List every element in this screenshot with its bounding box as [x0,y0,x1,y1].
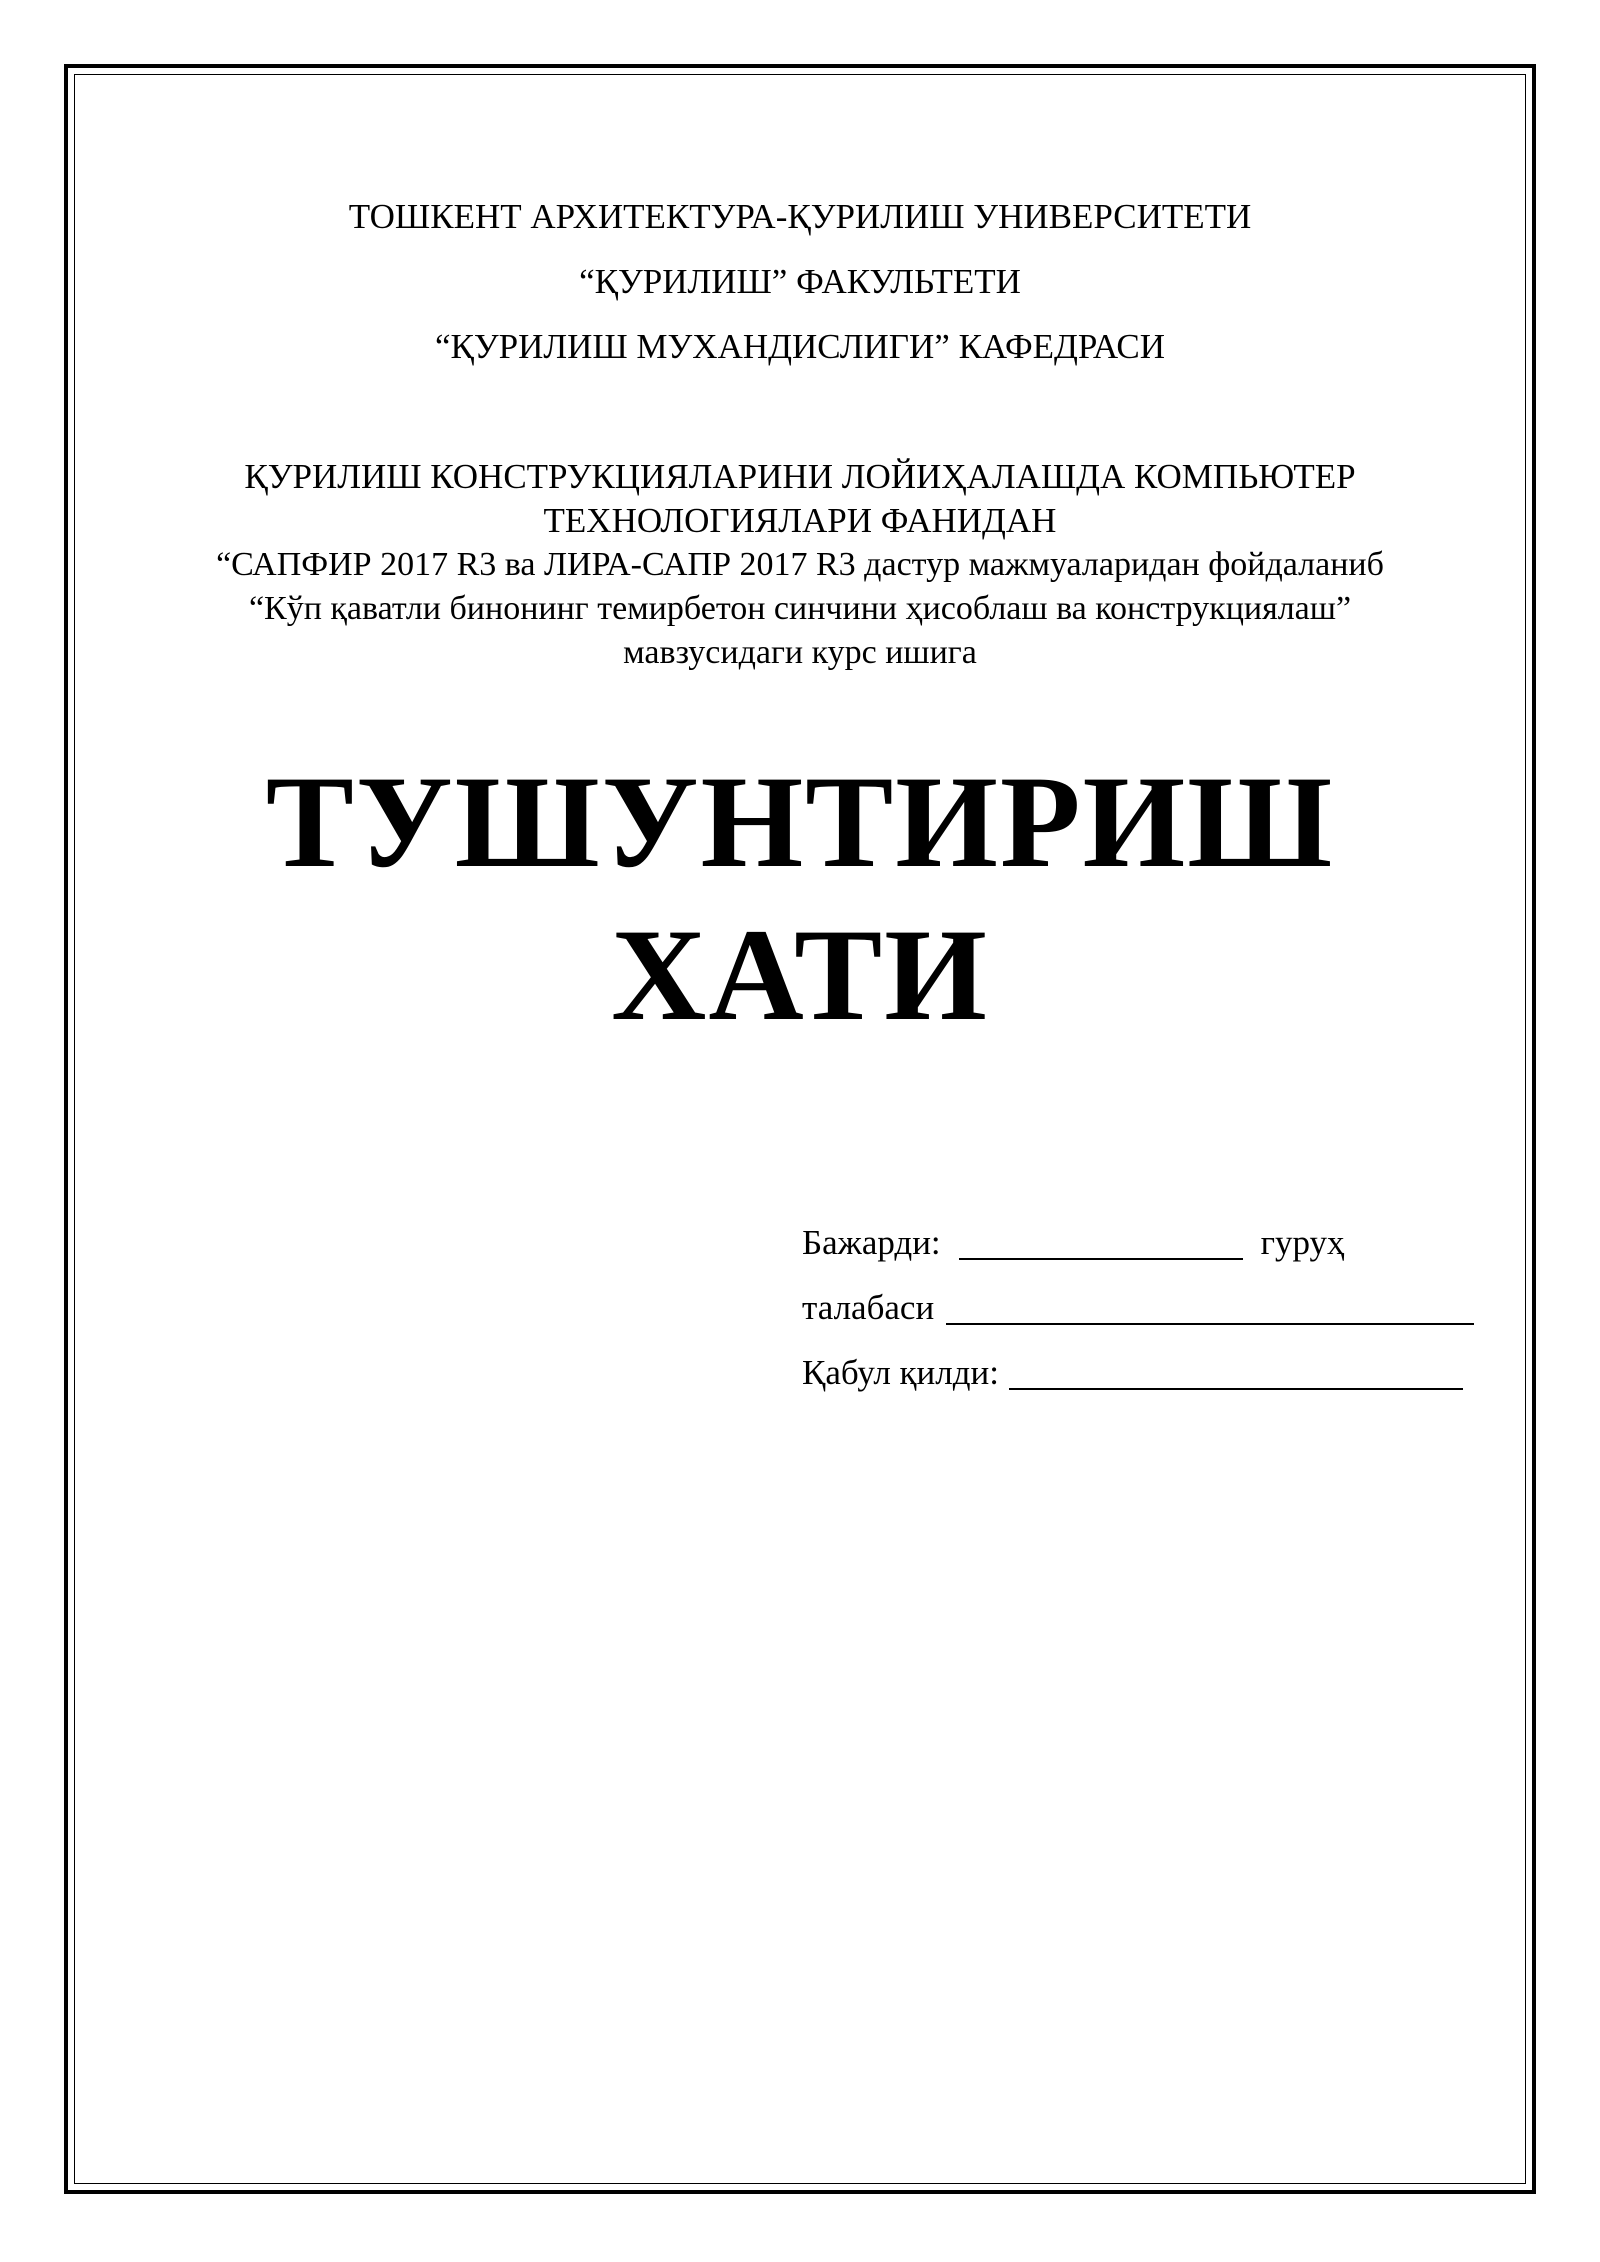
done-by-row [802,1222,1345,1264]
subject-line-3: “САПФИР 2017 R3 ва ЛИРА-САПР 2017 R3 дастур мажмуаларидан фойдаланиб [216,546,1384,583]
done-by-label: Бажарди: [802,1223,941,1262]
accepted-blank-line [1009,1354,1463,1390]
accepted-label: Қабул қилди: [802,1353,999,1392]
group-label: гуруҳ [1260,1223,1345,1262]
subject-line-5: мавзусидаги курс ишига [623,634,977,671]
faculty-name: “ҚУРИЛИШ” ФАКУЛЬТЕТИ [579,262,1021,301]
document-title-line-1: ТУШУНТИРИШ [265,748,1335,895]
page-border-inner [74,74,1526,2184]
student-row [802,1287,1474,1329]
subject-line-4: “Кўп қаватли бинонинг темирбетон синчини ҳисоблаш ва конструкциялаш” [248,590,1352,627]
student-blank-line [946,1289,1474,1325]
student-label: талабаси [802,1288,935,1327]
document-title-line-2: ХАТИ [611,901,989,1048]
subject-line-1: ҚУРИЛИШ КОНСТРУКЦИЯЛАРИНИ ЛОЙИҲАЛАШДА КОМПЬЮТЕР [244,457,1356,496]
group-blank-line [959,1224,1243,1260]
university-name: ТОШКЕНТ АРХИТЕКТУРА-ҚУРИЛИШ УНИВЕРСИТЕТИ [348,197,1252,236]
department-name: “ҚУРИЛИШ МУХАНДИСЛИГИ” КАФЕДРАСИ [434,327,1166,366]
accepted-row [802,1352,1463,1394]
subject-line-2: ТЕХНОЛОГИЯЛАРИ ФАНИДАН [543,501,1057,540]
